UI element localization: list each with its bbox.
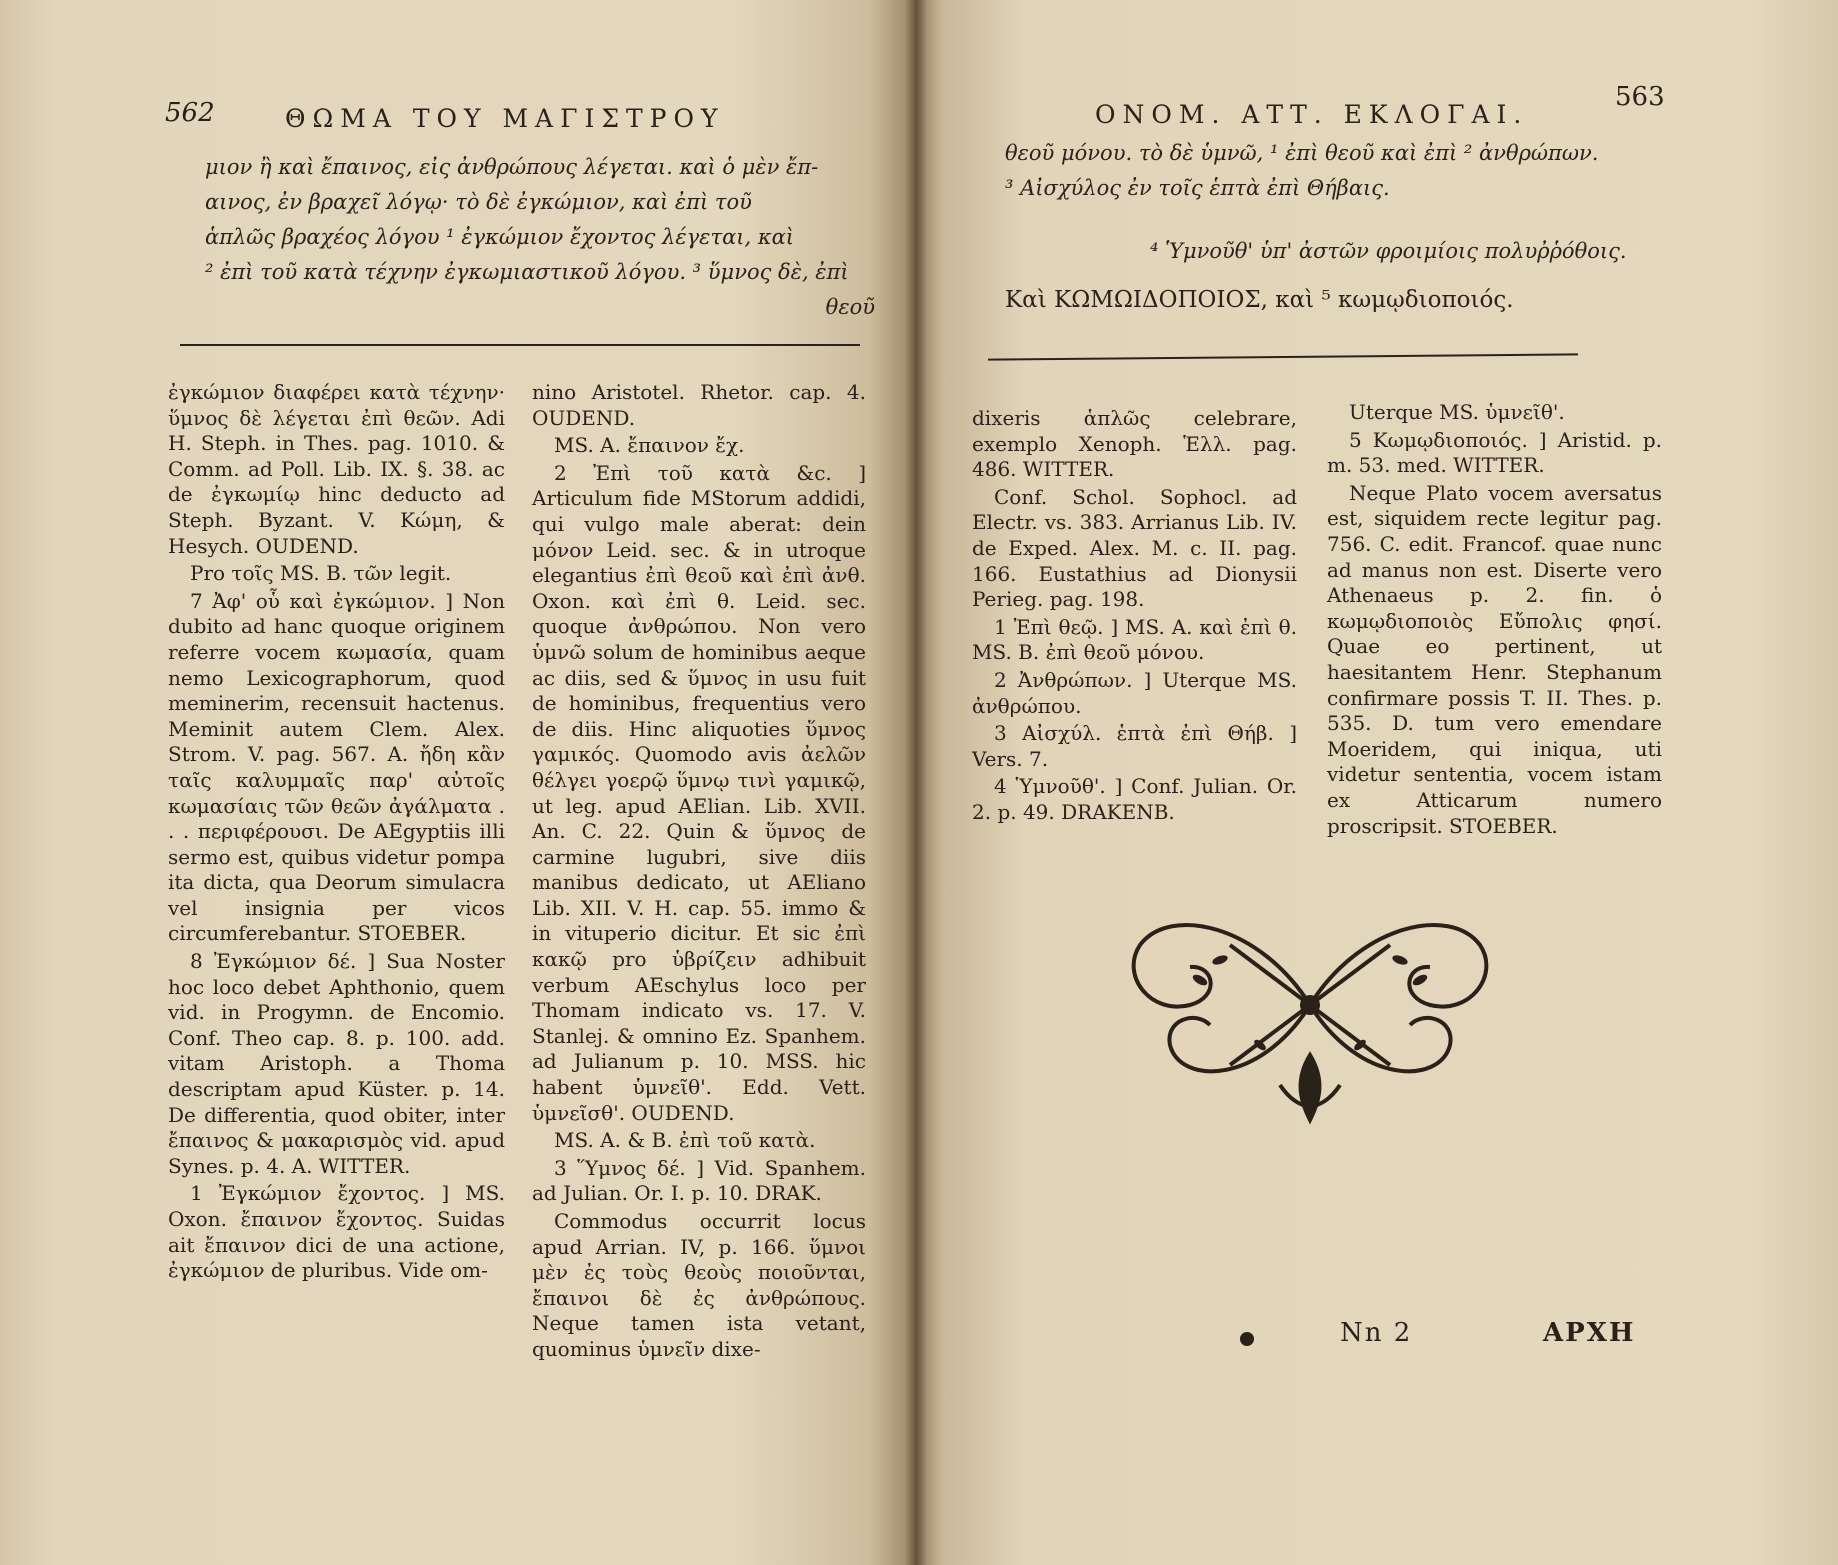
note: 5 Κωμῳδιοποιός. ] Aristid. p. m. 53. med. WITTER. (1327, 427, 1662, 478)
note: MS. A. ἔπαινον ἔχ. (554, 433, 745, 458)
ink-dot (1240, 1332, 1254, 1346)
notes-column-1 (168, 380, 505, 1286)
note: 2 Ἐπὶ τοῦ κατὰ &c. ] Articulum fide MStorum addidi, qui vulgo male aberat: dein μόνον Leid. sec. & in utroque elegantius ἐπὶ θεοῦ καὶ ἐπὶ ἀνθ. Oxon. καὶ ἐπὶ θ. Leid. sec. quoque ἀνθρώπου. Non vero ὑμνῶ solum de hominibus aeque ac diis, sed & ὕμνος in usu fuit de hominibus, frequentius vero de diis. Hinc aliquoties ὕμνος γαμικός. Quomodo avis ἀελῶν θέλγει γοερῷ ὕμνῳ τινὶ γαμικῷ, ut leg. apud AElian. Lib. XVII. An. C. 22. Quin & ὕμνος de carmine lugubri, sive diis manibus dedicato, ut AEliano Lib. XII. V. H. cap. 55. immo & in vituperio dicitur. Et sic ἐπὶ κακῷ pro ὑβρίζειν adhibuit verbum AEschylus loco per Thomam indicato vs. 17. V. Stanlej. & omnino Ez. Spanhem. ad Julianum p. 10. MSS. hic habent ὑμνεῖθ'. Edd. Vett. ὑμνεῖσθ'. OUDEND. (532, 460, 866, 1125)
note: 8 Ἐγκώμιον δέ. ] Sua Noster hoc loco debet Aphthonio, quem vid. in Progymn. de Encomio. Conf. Theo cap. 8. p. 100. add. vitam Aristoph. a Thoma descriptam apud Küster. p. 14. De differentia, quod obiter, inter ἔπαινος & μακαρισμὸς vid. apud Synes. p. 4. A. WITTER. (168, 949, 505, 1178)
note: nino Aristotel. Rhetor. cap. 4. OUDEND. (532, 380, 866, 430)
note: Uterque MS. ὑμνεῖθ'. (1349, 400, 1565, 424)
note: 4 Ὑμνοῦθ'. ] Conf. Julian. Or. 2. p. 49. DRAKENB. (972, 774, 1297, 824)
catchword: ΑΡΧΗ (1543, 1318, 1636, 1348)
note: 3 Αἰσχύλ. ἑπτὰ ἐπὶ Θήβ. ] Vers. 7. (972, 721, 1297, 771)
page-number: 562 (165, 98, 215, 128)
signature-mark: Nn 2 (1340, 1318, 1413, 1348)
note: Neque Plato vocem aversatus est, siquidem recte legitur pag. 756. C. edit. Francof. quae nunc ad manus non est. Diserte vero Athenaeus p. 2. fin. ὁ κωμῳδιοποιὸς Εὔπολις φησί. Quae eo pertinent, ut haesitantem Henr. Stephanum confirmare possis T. II. Thes. p. 535. D. tum vero emendare Moeridem, qui iniqua, uti videtur sententia, vocem istam ex Atticarum numero proscripsit. STOEBER. (1327, 480, 1662, 838)
text-line: ² ἐπὶ τοῦ κατὰ τέχνην ἐγκωμιαστικοῦ λόγου. ³ ὕμνος δὲ, ἐπὶ (205, 260, 849, 284)
note: 7 Ἀφ' οὗ καὶ ἐγκώμιον. ] Non dubito ad hanc quoque originem referre vocem κωμασία, quam nemo Lexicographorum, quod meminerim, recensuit hactenus. Meminit autem Clem. Alex. Strom. V. pag. 567. A. ἤδη κἂν ταῖς καλυμμαῖς παρ' αὐτοῖς κωμασίαις τῶν θεῶν ἀγάλματα . . . περιφέρουσι. De AEgyptiis illi sermo est, quibus videtur pompa ita dicta, qua Deorum simulacra vel insignia per vicos circumferebantur. STOEBER. (168, 588, 505, 946)
note: 2 Ἀνθρώπων. ] Uterque MS. ἀνθρώπου. (972, 667, 1297, 718)
text-line: ἁπλῶς βραχέος λόγου ¹ ἐγκώμιον ἔχοντος λέγεται, καὶ (205, 225, 795, 249)
notes-column-2 (1327, 400, 1662, 841)
text-line: ³ Αἰσχύλος ἐν τοῖς ἑπτὰ ἐπὶ Θήβαις. (1005, 176, 1390, 200)
right-page (915, 0, 1838, 1565)
main-text (1005, 136, 1725, 318)
note: 1 Ἐγκώμιον ἔχοντος. ] MS. Oxon. ἔπαινον ἔχοντος. Suidas ait ἔπαινον dici de una actione, ἐγκώμιον de pluribus. Vide om- (168, 1181, 505, 1283)
page-number: 563 (1615, 82, 1665, 112)
note: 3 Ὕμνος δέ. ] Vid. Spanhem. ad Julian. Or. I. p. 10. DRAK. (532, 1155, 866, 1206)
text-line: θεοῦ μόνου. τὸ δὲ ὑμνῶ, ¹ ἐπὶ θεοῦ καὶ ἐπὶ ² ἀνθρώπων. (1005, 141, 1599, 165)
running-head: ΘΩΜΑ ΤΟΥ ΜΑΓΙΣΤΡΟΥ (285, 104, 725, 133)
main-text (205, 150, 875, 325)
decorative-ornament-icon (1110, 885, 1510, 1140)
notes-column-1 (972, 406, 1297, 828)
note: Commodus occurrit locus apud Arrian. IV, p. 166. ὕμνοι μὲν ἐς τοὺς θεοὺς ποιοῦνται, ἔπαινοι δὲ ἐς ἀνθρώπους. Neque tamen ista vetant, quominus ὑμνεῖν dixe- (532, 1209, 866, 1361)
text-line: μιον ἢ καὶ ἔπαινος, εἰς ἀνθρώπους λέγεται. καὶ ὁ μὲν ἔπ- (205, 155, 819, 179)
notes-column-2 (532, 380, 866, 1365)
running-head: ΟΝΟΜ. ΑΤΤ. ΕΚΛΟΓΑΙ. (1095, 100, 1529, 129)
text-line: αινος, ἐν βραχεῖ λόγῳ· τὸ δὲ ἐγκώμιον, καὶ ἐπὶ τοῦ (205, 190, 752, 214)
book-gutter (905, 0, 927, 1565)
divider-rule (180, 344, 860, 346)
left-page (0, 0, 915, 1565)
note: ἐγκώμιον διαφέρει κατὰ τέχνην· ὕμνος δὲ λέγεται ἐπὶ θεῶν. Adi H. Steph. in Thes. pag. 1010. & Comm. ad Poll. Lib. IX. §. 38. ac de ἐγκωμίῳ hinc deducto ad Steph. Byzant. V. Κώμη, & Hesych. OUDEND. (168, 380, 505, 558)
text-line: ⁴ Ὑμνοῦθ' ὑπ' ἀστῶν φροιμίοις πολυῤῥόθοις. (1150, 239, 1627, 263)
text-line: Καὶ ΚΩΜΩΙΔΟΠΟΙΟΣ, καὶ ⁵ κωμῳδιοποιός. (1005, 287, 1514, 313)
note: Conf. Schol. Sophocl. ad Electr. vs. 383. Arrianus Lib. IV. de Exped. Alex. M. c. II. pag. 166. Eustathius ad Dionysii Perieg. pag. 198. (972, 484, 1297, 612)
text-line: θεοῦ (825, 295, 875, 319)
note: dixeris ἁπλῶς celebrare, exemplo Xenoph. Ἑλλ. pag. 486. WITTER. (972, 406, 1297, 482)
divider-rule (988, 353, 1578, 360)
note: 1 Ἐπὶ θεῷ. ] MS. A. καὶ ἐπὶ θ. MS. B. ἐπὶ θεοῦ μόνου. (972, 614, 1297, 665)
note: MS. A. & B. ἐπὶ τοῦ κατὰ. (554, 1128, 816, 1153)
note: Pro τοῖς MS. B. τῶν legit. (190, 561, 452, 586)
